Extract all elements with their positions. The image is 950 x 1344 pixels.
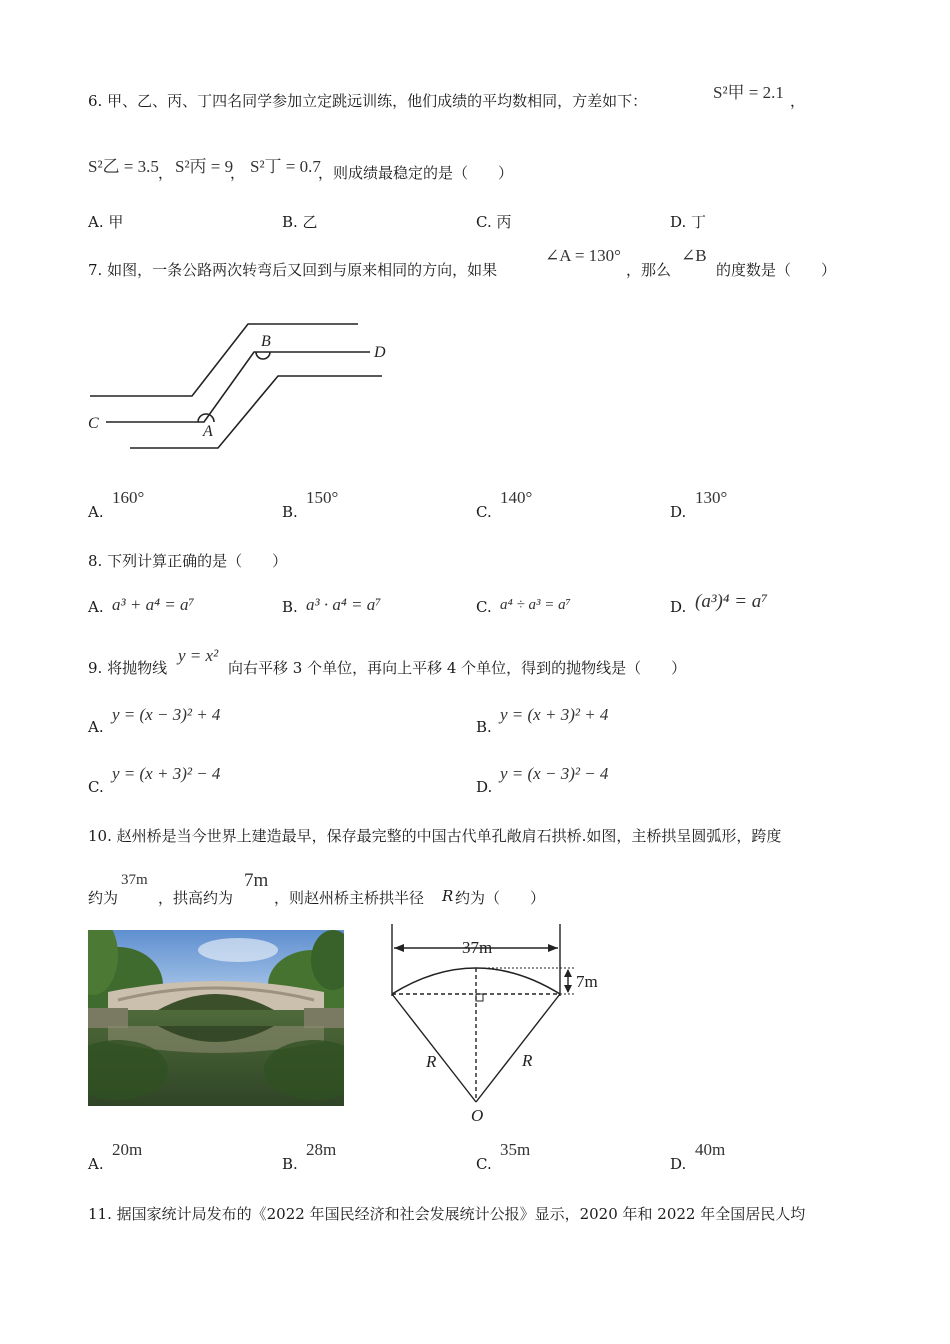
q9-option-c-letter[interactable]: C. <box>88 778 104 796</box>
q10-line2: 约为（ ） <box>455 889 546 907</box>
q7-stem: 7. 如图，一条公路两次转弯后又回到与原来相同的方向，如果 <box>88 261 498 279</box>
q7-option-d-value[interactable]: 130° <box>695 488 728 507</box>
q10-line2: ，则赵州桥主桥拱半径 <box>274 889 425 907</box>
q10-line2: ，拱高约为 <box>158 889 234 907</box>
q6-stem: 6. 甲、乙、丙、丁四名同学参加立定跳远训练，他们成绩的平均数相同，方差如下： <box>88 92 648 110</box>
q10-option-b-letter[interactable]: B. <box>282 1155 298 1173</box>
q6-var-ding: S²丁 = 0.7 <box>250 157 321 176</box>
height-label: 7m <box>576 972 598 991</box>
q10-radius-symbol: R <box>442 887 454 905</box>
q10-option-b-value[interactable]: 28m <box>306 1140 337 1159</box>
label-a: A <box>203 423 213 440</box>
q6-var-yi: S²乙 = 3.5 <box>88 157 159 176</box>
zhaozhou-bridge-photo <box>88 930 344 1106</box>
q10-option-d-letter[interactable]: D. <box>670 1155 687 1173</box>
q7-option-c-letter[interactable]: C. <box>476 503 492 521</box>
q10-span: 37m <box>121 872 148 888</box>
right-radius-line <box>476 994 560 1102</box>
q7-stem: 的度数是（ ） <box>716 261 837 279</box>
q10-option-a-letter[interactable]: A. <box>88 1155 104 1173</box>
q6-var-jia: S²甲 = 2.1 <box>713 83 784 102</box>
q8-option-a-letter[interactable]: A. <box>88 598 104 616</box>
span-label: 37m <box>462 938 493 957</box>
q10-option-d-value[interactable]: 40m <box>695 1140 726 1159</box>
label-c: C <box>88 415 99 432</box>
q9-option-c-value[interactable]: y = (x + 3)² − 4 <box>112 764 221 783</box>
q8-option-d-value[interactable]: (a³)⁴ = a⁷ <box>695 591 768 612</box>
q10-option-c-value[interactable]: 35m <box>500 1140 531 1159</box>
q9-option-a-value[interactable]: y = (x − 3)² + 4 <box>112 705 221 724</box>
q9-curve: y = x² <box>178 646 219 665</box>
q6-option-d[interactable]: D. 丁 <box>670 213 707 231</box>
q7-option-a-letter[interactable]: A. <box>88 503 104 521</box>
q8-stem: 8. 下列计算正确的是（ ） <box>88 552 288 570</box>
road-center-line <box>106 352 370 422</box>
q8-option-c-value[interactable]: a⁴ ÷ a³ = a⁷ <box>500 597 571 613</box>
q6-var-bing: S²丙 = 9 <box>175 157 234 176</box>
q9-stem: 9. 将抛物线 <box>88 659 168 677</box>
q10-option-c-letter[interactable]: C. <box>476 1155 492 1173</box>
height-arrow-down <box>564 985 572 993</box>
q7-option-c-value[interactable]: 140° <box>500 488 533 507</box>
q8-option-a-value[interactable]: a³ + a⁴ = a⁷ <box>112 595 195 614</box>
angle-b-arc <box>256 352 270 359</box>
q7-option-b-letter[interactable]: B. <box>282 503 298 521</box>
road-upper-edge <box>90 324 358 396</box>
q6-tail: ，则成绩最稳定的是（ ） <box>318 164 514 182</box>
q10-option-a-value[interactable]: 20m <box>112 1140 143 1159</box>
q6-comma: ， <box>230 164 246 182</box>
left-radius-line <box>392 994 476 1102</box>
span-arrow-left <box>394 944 404 952</box>
q9-option-d-value[interactable]: y = (x − 3)² − 4 <box>500 764 609 783</box>
q8-option-d-letter[interactable]: D. <box>670 598 687 616</box>
q7-option-a-value[interactable]: 160° <box>112 488 145 507</box>
q7-option-b-value[interactable]: 150° <box>306 488 339 507</box>
q6-option-c[interactable]: C. 丙 <box>476 213 512 231</box>
q7-option-d-letter[interactable]: D. <box>670 503 687 521</box>
q8-option-b-letter[interactable]: B. <box>282 598 298 616</box>
right-angle-mark <box>476 994 483 1001</box>
q7-angle-b: ∠B <box>681 246 707 265</box>
q9-option-a-letter[interactable]: A. <box>88 718 104 736</box>
q8-option-c-letter[interactable]: C. <box>476 598 492 616</box>
label-d: D <box>374 344 386 361</box>
arch-diagram <box>380 920 620 1130</box>
q7-angle-a: ∠A = 130° <box>545 246 621 265</box>
q6-option-b[interactable]: B. 乙 <box>282 213 318 231</box>
q6-comma: ， <box>790 92 806 110</box>
q9-stem: 向右平移 3 个单位，再向上平移 4 个单位，得到的抛物线是（ ） <box>228 659 687 677</box>
q10-line1: 10. 赵州桥是当今世界上建造最早，保存最完整的中国古代单孔敞肩石拱桥.如图，主桥拱呈圆弧形，跨度 <box>88 827 782 845</box>
right-radius-label: R <box>522 1051 533 1070</box>
road-figure <box>80 310 400 460</box>
q10-height: 7m <box>244 870 269 891</box>
q6-option-a[interactable]: A. 甲 <box>88 213 124 231</box>
height-arrow-up <box>564 969 572 977</box>
span-arrow-right <box>548 944 558 952</box>
left-radius-label: R <box>426 1052 437 1071</box>
q9-option-b-value[interactable]: y = (x + 3)² + 4 <box>500 705 609 724</box>
q8-option-b-value[interactable]: a³ · a⁴ = a⁷ <box>306 595 382 614</box>
center-o-label: O <box>471 1106 484 1125</box>
q11-stem: 11. 据国家统计局发布的《2022 年国民经济和社会发展统计公报》显示，2020 年和 2022 年全国居民人均 <box>88 1205 806 1223</box>
label-b: B <box>261 333 271 350</box>
q7-stem: ，那么 <box>626 261 672 279</box>
q10-line2: 约为 <box>88 889 119 907</box>
q9-option-d-letter[interactable]: D. <box>476 778 493 796</box>
q6-comma: ， <box>158 164 174 182</box>
q9-option-b-letter[interactable]: B. <box>476 718 492 736</box>
road-lower-edge <box>130 376 382 448</box>
